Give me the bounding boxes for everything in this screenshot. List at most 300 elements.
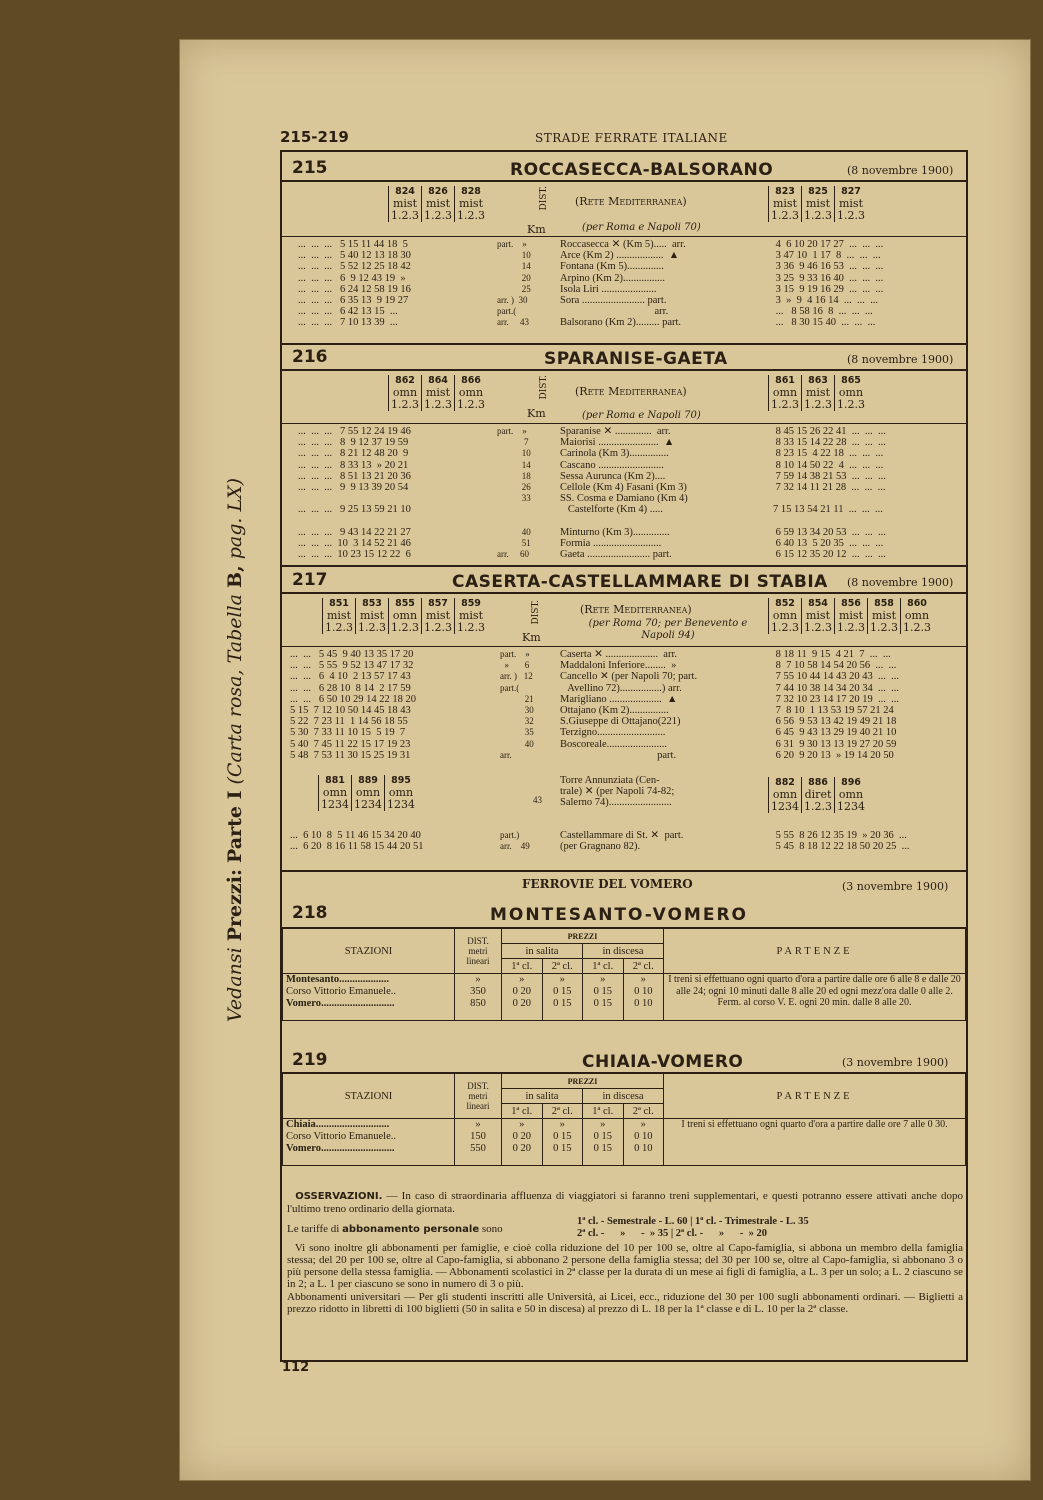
right-times <box>773 239 883 329</box>
km-row: 32 <box>500 716 534 727</box>
time-row: 3 15 9 19 16 29 ... ... ... <box>773 283 884 295</box>
km-label: Km <box>527 407 546 420</box>
time-row <box>773 516 886 527</box>
train-class: 1.2.3 <box>424 209 452 222</box>
partenze-text: I treni si effettuano ogni quarto d'ora a partire dalle ore 7 alle 0 30. <box>664 1119 966 1166</box>
time-row: 7 8 10 1 13 53 19 57 21 24 <box>773 704 894 716</box>
train-number: 881 <box>325 775 345 786</box>
train-class: mist <box>425 609 450 622</box>
left-times <box>298 239 411 329</box>
network-label: (Rete Mediterranea) <box>575 195 687 208</box>
time-row: 6 20 9 20 13 » 19 14 20 50 <box>773 749 894 761</box>
time-row <box>773 493 886 504</box>
observations <box>287 1190 963 1315</box>
time-row: ... ... 5 55 9 52 13 47 17 32 <box>290 660 414 672</box>
train-class: omn <box>904 609 930 622</box>
rule <box>281 369 967 371</box>
train-number: 863 <box>808 375 828 386</box>
obs-p3 <box>287 1242 963 1291</box>
time-row: ... ... ... 8 21 12 48 20 9 <box>298 448 409 460</box>
train-head <box>768 598 801 634</box>
time-row: 7 32 14 11 21 28 ... ... ... <box>773 481 886 493</box>
station-row: Torre Annunziata (Cen- <box>560 775 660 786</box>
left-train-heads <box>388 375 487 411</box>
km-row: part. » <box>500 649 530 659</box>
station-row: Ottajano (Km 2)............... <box>560 704 669 716</box>
station-row: Fontana (Km 5).............. <box>560 261 664 273</box>
station-row: Castellammare di St. ✕ part. <box>560 830 684 841</box>
h-dist <box>455 1074 502 1119</box>
time-row: ... ... ... 7 55 12 24 19 46 <box>298 426 411 437</box>
obs-p2a: Le tariffe di <box>287 1222 340 1235</box>
section-number: 216 <box>292 347 328 367</box>
train-class: 1.2.3 <box>804 398 832 411</box>
section-219-header <box>292 1050 962 1072</box>
time-row: 8 23 15 4 22 18 ... ... ... <box>773 448 884 460</box>
train-class: 1.2.3 <box>837 398 865 411</box>
table-value: » <box>559 1119 565 1130</box>
train-number: 858 <box>874 598 894 609</box>
km-row <box>497 504 531 515</box>
time-row: ... ... ... 6 42 13 15 ... <box>298 306 398 318</box>
rule <box>281 343 967 345</box>
table-value: 150 <box>470 1131 486 1142</box>
section-title: CASERTA-CASTELLAMMARE DI STABIA <box>452 572 828 592</box>
train-number: 886 <box>808 777 828 788</box>
train-class: omn <box>838 788 864 801</box>
table-value: 550 <box>470 1143 486 1154</box>
table-value: » <box>475 1119 481 1130</box>
train-head <box>801 186 834 222</box>
side-b2: Parte I <box>224 790 246 863</box>
km-label: Km <box>522 631 541 644</box>
table-value: » <box>640 974 646 985</box>
dist-col <box>455 974 502 1021</box>
station-name: Corso Vittorio Emanuele.. <box>286 1131 396 1142</box>
h-partenze: PARTENZE <box>664 1074 966 1119</box>
obs-p2 <box>287 1216 963 1242</box>
km-row: 10 <box>497 448 531 459</box>
train-number: 895 <box>391 775 411 786</box>
train-number: 825 <box>808 186 828 197</box>
train-class: omn <box>772 788 798 801</box>
station-row: Terzigno.......................... <box>560 727 666 739</box>
time-row: 6 56 9 53 13 42 19 49 21 18 <box>773 716 897 728</box>
page-code: 215-219 <box>280 128 349 146</box>
station-row: Sessa Aurunca (Km 2).... <box>560 470 666 482</box>
train-class: 1234 <box>321 798 349 811</box>
train-class: mist <box>458 609 483 622</box>
obs-p3-text: Vi sono inoltre gli abbonamenti per famiglie, e cioè colla riduzione del 10 per 100 se, oltre al Capo-famiglia, si abbona un membro della famiglia stessa; del 20 per 100 se, oltre al Capo-famiglia, si abbonano 2 persone della famiglia stessa; del 30 per 100 se, oltre al Capo-famiglia, si abbonano 3 o più persone della stessa famiglia. — Abbonamenti scolastici in 2ª classe per la durata di un mese ai figli di famiglia, a L. 3 per un solo; a L. 2 ciascuno se in 2; a L. 1 per ciascuno se sono in numero di 3 o più. <box>287 1241 963 1291</box>
h-lineari: lineari <box>466 956 490 966</box>
time-row: ... ... ... 5 15 11 44 18 5 <box>298 239 408 250</box>
h-prezzi: PREZZI <box>502 1074 664 1089</box>
km-row: 25 <box>497 283 531 294</box>
train-number: 854 <box>808 598 828 609</box>
dist-label: DIST. <box>539 186 549 211</box>
discesa-c2-col <box>623 1119 664 1166</box>
km-row: 35 <box>500 727 534 738</box>
side-note-text <box>224 478 246 1022</box>
km-row: arr. ) 30 <box>497 294 528 305</box>
section-date: (8 novembre 1900) <box>847 576 954 589</box>
station-row: Avellino 72)................) arr. <box>560 682 682 694</box>
network-label: (Rete Mediterranea) <box>575 385 687 398</box>
train-head <box>768 777 801 813</box>
station-list-3 <box>560 830 683 852</box>
train-number: 861 <box>775 375 795 386</box>
table-value: 0 20 <box>512 986 531 997</box>
right-train-heads <box>768 186 867 222</box>
train-number: 882 <box>775 777 795 788</box>
h-prezzi: PREZZI <box>502 929 664 944</box>
station-row: Gaeta ........................ part. <box>560 549 672 561</box>
train-number: 853 <box>362 598 382 609</box>
train-number: 823 <box>775 186 795 197</box>
time-row: 6 15 12 35 20 12 ... ... ... <box>773 549 886 561</box>
train-number: 851 <box>329 598 349 609</box>
time-row: 5 15 7 12 10 50 14 45 18 43 <box>290 704 411 716</box>
section-title: SPARANISE-GAETA <box>544 349 728 369</box>
table-value: 0 20 <box>512 1143 531 1154</box>
time-row: ... ... ... 8 51 13 21 20 36 <box>298 470 411 482</box>
km-row <box>497 516 531 527</box>
train-head <box>388 186 421 222</box>
obs-p4-text: Abbonamenti universitari — Per gli studenti inscritti alle Università, ai Licei, ecc., riduzione del 30 per 100 sugli abbonamenti ordinari. — Biglietti a prezzo ridotto in libretti di 100 biglietti (50 in salita e 50 in discesa) al prezzo di L. 18 per la 1ª classe e di L. 10 per la 2ª classe. <box>287 1290 963 1316</box>
rule <box>281 236 967 237</box>
train-class: 1.2.3 <box>771 398 799 411</box>
train-class: 1.2.3 <box>837 621 865 634</box>
h-dist <box>455 929 502 974</box>
time-row: 5 45 8 18 12 22 18 50 20 25 ... <box>773 841 910 853</box>
table-value: 350 <box>470 986 486 997</box>
train-number: 852 <box>775 598 795 609</box>
time-row: ... ... 6 28 10 8 14 2 17 59 <box>290 682 411 694</box>
table-value: 0 10 <box>634 1131 653 1142</box>
time-row: ... ... ... 8 33 13 » 20 21 <box>298 459 409 471</box>
time-row: 8 10 14 50 22 4 ... ... ... <box>773 459 884 471</box>
salita-c2-col <box>542 974 583 1021</box>
running-head <box>280 128 960 148</box>
right-times-2 <box>773 830 910 852</box>
train-class: mist <box>326 609 351 622</box>
train-number: 865 <box>841 375 861 386</box>
time-row: ... ... 6 4 10 2 13 57 17 43 <box>290 671 411 683</box>
obs-p2b: abbonamento personale <box>342 1223 480 1235</box>
train-class: omn <box>772 386 798 399</box>
km-row: » 6 <box>500 660 530 671</box>
table-value: 0 10 <box>634 1143 653 1154</box>
station-row: Maiorisi ....................... ▲ <box>560 437 675 449</box>
side-b3: B, <box>224 565 246 588</box>
left-times <box>290 649 416 761</box>
station-row: Roccasecca ✕ (Km 5)..... arr. <box>560 239 686 250</box>
side-end: pag. LX) <box>224 477 246 560</box>
time-row: ... ... ... 9 25 13 59 21 10 <box>298 504 411 516</box>
time-row: ... ... ... 5 40 12 13 18 30 <box>298 250 411 262</box>
side-note <box>200 360 270 1140</box>
train-number: 862 <box>395 375 415 386</box>
train-class: 1.2.3 <box>457 621 485 634</box>
train-class: 1.2.3 <box>457 398 485 411</box>
km-label: Km <box>527 223 546 236</box>
station-row: (per Gragnano 82). <box>560 841 641 853</box>
rule <box>281 592 967 594</box>
discesa-c2-col <box>623 974 664 1021</box>
section-216-header <box>292 347 962 369</box>
train-head <box>421 375 454 411</box>
km-marks <box>500 649 534 761</box>
station-list-2 <box>560 775 674 809</box>
station-row: Cancello ✕ (per Napoli 70; part. <box>560 671 698 683</box>
h-stazioni: STAZIONI <box>283 929 455 974</box>
section-number: 219 <box>292 1050 328 1070</box>
obs-p2-intro <box>287 1223 503 1236</box>
time-row: 7 55 10 44 14 43 20 43 ... ... <box>773 671 899 683</box>
right-train-heads <box>768 598 933 634</box>
time-row: ... ... ... 10 3 14 52 21 46 <box>298 537 411 549</box>
station-row: Sora ........................ part. <box>560 294 667 306</box>
side-b1: Prezzi: <box>224 869 246 942</box>
table-value: » <box>600 1119 606 1130</box>
via-label: (per Roma e Napoli 70) <box>582 222 701 233</box>
train-class: mist <box>392 197 417 210</box>
station-row: Salerno 74)........................ <box>560 797 672 809</box>
time-row: 3 47 10 1 17 8 ... ... ... <box>773 250 881 262</box>
time-row: ... ... ... 6 24 12 58 19 16 <box>298 283 411 295</box>
train-number: 826 <box>428 186 448 197</box>
page-number: 112 <box>282 1360 310 1375</box>
h-c2: 2ª cl. <box>542 1104 583 1119</box>
time-row: 7 44 10 38 14 34 20 34 ... ... <box>773 682 899 694</box>
train-class: mist <box>805 386 830 399</box>
partenze-text: I treni si effettuano ogni quarto d'ora a partire dalle ore 6 alle 8 e dalle 20 alle 24; ogni 10 minuti dalle 8 alle 20 ed ogni mezz'ora dalle 0 alle 2. Ferm. al corso V. E. ogni 20 min. dalle 8 alle 20. <box>664 974 966 1021</box>
obs-p2e: 2ª cl. - » - » 35 | 2ª cl. - » - » 20 <box>577 1227 767 1239</box>
time-row: 4 6 10 20 17 27 ... ... ... <box>773 239 884 250</box>
station-row: Arce (Km 2) .................. ▲ <box>560 250 680 262</box>
rule <box>281 646 967 647</box>
salita-c2-col <box>542 1119 583 1166</box>
km-row: part. » <box>497 239 527 249</box>
train-class: 1.2.3 <box>424 621 452 634</box>
train-number: 864 <box>428 375 448 386</box>
train-class: 1.2.3 <box>804 621 832 634</box>
train-class: omn <box>322 786 348 799</box>
station-row: Marigliano .................... ▲ <box>560 693 678 705</box>
train-class: 1234 <box>771 800 799 813</box>
train-class: 1.2.3 <box>391 209 419 222</box>
train-head <box>768 186 801 222</box>
section-date: (8 novembre 1900) <box>847 353 954 366</box>
km-row: 51 <box>497 537 531 548</box>
obs-title: OSSERVAZIONI. <box>295 1191 383 1202</box>
time-row: 7 59 14 38 21 53 ... ... ... <box>773 470 886 482</box>
station-row: Formia .......................... <box>560 537 662 549</box>
h-c2: 2ª cl. <box>542 959 583 974</box>
dist-label: DIST. <box>531 600 541 625</box>
table-value: 0 15 <box>593 998 612 1009</box>
time-row: ... 8 58 16 8 ... ... ... <box>773 306 873 318</box>
table-value: » <box>600 974 606 985</box>
section-217-header <box>292 570 962 592</box>
time-row: 3 25 9 33 16 40 ... ... ... <box>773 272 884 284</box>
train-class: 1.2.3 <box>424 398 452 411</box>
time-row: ... ... 6 50 10 29 14 22 18 20 <box>290 693 416 705</box>
km-mark: 43 <box>533 795 542 805</box>
station-list <box>560 649 697 761</box>
table-value: » <box>519 1119 525 1130</box>
train-class: 1.2.3 <box>457 209 485 222</box>
train-class: 1.2.3 <box>391 398 419 411</box>
time-row: 6 59 13 34 20 53 ... ... ... <box>773 526 886 538</box>
left-times <box>298 426 411 560</box>
train-class: 1.2.3 <box>804 209 832 222</box>
train-class: omn <box>392 386 418 399</box>
time-row: ... 8 30 15 40 ... ... ... <box>773 317 876 329</box>
time-row: ... ... ... 6 9 12 43 19 » <box>298 272 406 284</box>
time-row: 8 18 11 9 15 4 21 7 ... ... <box>773 649 891 660</box>
time-row: ... ... ... 7 10 13 39 ... <box>298 317 398 329</box>
station-name: Vomero............................ <box>286 998 395 1009</box>
h-c1: 1ª cl. <box>583 959 624 974</box>
section-date: (3 novembre 1900) <box>842 1056 949 1069</box>
train-number: 828 <box>461 186 481 197</box>
table-value: 0 15 <box>553 998 572 1009</box>
station-row: Cellole (Km 4) Fasani (Km 3) <box>560 481 687 493</box>
km-row: 21 <box>500 693 534 704</box>
h-metri: metri <box>468 1091 488 1101</box>
table-218 <box>282 928 966 1021</box>
station-row: Arpino (Km 2)................ <box>560 272 665 284</box>
side-post: (Carta rosa, Tabella <box>224 594 246 785</box>
train-class: 1234 <box>354 798 382 811</box>
left-times-2 <box>290 830 424 852</box>
km-marks <box>497 426 531 560</box>
time-row: ... ... ... 9 43 14 22 21 27 <box>298 526 411 538</box>
section-number: 218 <box>292 903 328 923</box>
train-class: diret <box>804 788 832 801</box>
time-row: 6 31 9 30 13 13 19 27 20 59 <box>773 738 897 750</box>
train-head <box>421 186 454 222</box>
section-215-header <box>292 158 962 180</box>
km-row: arr. ) 12 <box>500 671 533 682</box>
train-class: mist <box>772 197 797 210</box>
train-class: omn <box>772 609 798 622</box>
train-class: 1234 <box>837 800 865 813</box>
km-row: arr. <box>500 749 512 760</box>
table-value: » <box>519 974 525 985</box>
train-head <box>801 598 834 634</box>
train-head <box>834 777 867 813</box>
km-row: 30 <box>500 704 534 715</box>
h-c1: 1ª cl. <box>502 1104 543 1119</box>
station-row: Carinola (Km 3)............... <box>560 448 669 460</box>
station-row: Balsorano (Km 2)......... part. <box>560 317 682 329</box>
station-row: trale) ✕ (per Napoli 74-82; <box>560 786 675 798</box>
time-row: ... ... ... 6 35 13 9 19 27 <box>298 294 409 306</box>
station-row: arr. <box>560 306 669 318</box>
station-name: Vomero............................ <box>286 1143 395 1154</box>
train-head <box>388 598 421 634</box>
running-title: STRADE FERRATE ITALIANE <box>535 131 728 145</box>
obs-p1 <box>287 1190 963 1216</box>
time-row: ... ... ... 9 9 13 39 20 54 <box>298 481 409 493</box>
train-head <box>801 375 834 411</box>
table-value: 0 10 <box>634 986 653 997</box>
train-class: omn <box>388 786 414 799</box>
table-value: » <box>475 974 481 985</box>
section-title: MONTESANTO-VOMERO <box>490 905 748 925</box>
station-row: Cascano ......................... <box>560 459 664 471</box>
train-head <box>454 186 487 222</box>
train-number: 824 <box>395 186 415 197</box>
stations-col <box>283 974 455 1021</box>
train-class: 1.2.3 <box>391 621 419 634</box>
train-number: 896 <box>841 777 861 788</box>
train-class: 1.2.3 <box>771 209 799 222</box>
table-value: 0 15 <box>553 986 572 997</box>
train-head <box>801 777 834 813</box>
time-row: ... ... 5 45 9 40 13 35 17 20 <box>290 649 414 660</box>
h-discesa: in discesa <box>583 944 664 959</box>
time-row: 8 33 15 14 22 28 ... ... ... <box>773 437 886 449</box>
right-times <box>773 426 886 560</box>
km-row: 33 <box>497 493 531 504</box>
dist-label: DIST. <box>539 375 549 400</box>
rule <box>281 423 967 424</box>
km-marks-2 <box>500 830 530 852</box>
obs-p1-text: — In caso di straordinaria affluenza di viaggiatori si faranno treni supplementari, e questi potranno essere attivati anche dopo l'ultimo treno ordinario della giornata. <box>287 1190 964 1216</box>
train-number: 859 <box>461 598 481 609</box>
train-head <box>351 775 384 811</box>
train-class: mist <box>805 197 830 210</box>
station-name: Montesanto................... <box>286 974 389 985</box>
network-label: (Rete Mediterranea) <box>580 603 692 616</box>
train-head <box>900 598 933 634</box>
train-head <box>421 598 454 634</box>
km-row: 20 <box>497 272 531 283</box>
left-train-heads <box>388 186 487 222</box>
train-number: 860 <box>907 598 927 609</box>
side-pre: Vedansi <box>224 947 246 1023</box>
h-partenze: PARTENZE <box>664 929 966 974</box>
discesa-c1-col <box>583 1119 624 1166</box>
km-row: 26 <box>497 481 531 492</box>
train-class: mist <box>425 197 450 210</box>
train-head <box>322 598 355 634</box>
train-class: mist <box>805 609 830 622</box>
h-discesa: in discesa <box>583 1089 664 1104</box>
salita-c1-col <box>502 1119 543 1166</box>
rule <box>281 870 967 872</box>
table-value: 0 15 <box>553 1143 572 1154</box>
km-row: 10 <box>497 250 531 261</box>
train-class: omn <box>458 386 484 399</box>
table-value: 0 20 <box>512 1131 531 1142</box>
vomero-date: (3 novembre 1900) <box>842 880 949 893</box>
train-head <box>318 775 351 811</box>
time-row: 5 48 7 53 11 30 15 25 19 31 <box>290 749 411 761</box>
train-head <box>768 375 801 411</box>
train-class: omn <box>838 386 864 399</box>
train-number: 856 <box>841 598 861 609</box>
section-title: CHIAIA-VOMERO <box>582 1052 744 1072</box>
train-class: omn <box>392 609 418 622</box>
time-row: 5 55 8 26 12 35 19 » 20 36 ... <box>773 830 907 841</box>
time-row <box>298 493 411 504</box>
train-class: 1.2.3 <box>804 800 832 813</box>
table-value: » <box>559 974 565 985</box>
